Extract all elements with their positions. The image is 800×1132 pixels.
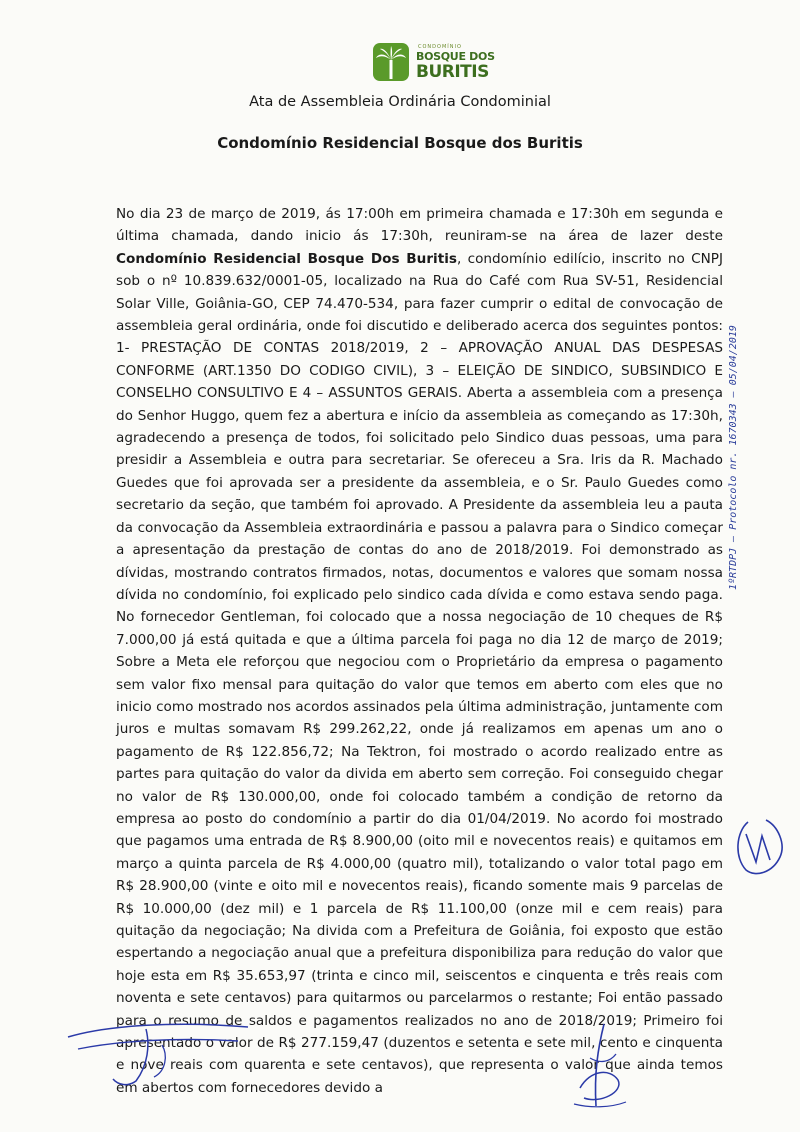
logo-line-2: BURITIS: [416, 62, 489, 82]
margin-initials-signature: [728, 812, 790, 882]
left-signature: [58, 1015, 258, 1090]
document-subtitle: Condomínio Residencial Bosque dos Buritis: [217, 134, 583, 152]
body-text-condominium-name: Condomínio Residencial Bosque Dos Buritis: [116, 250, 457, 267]
body-text-part-2: , condomínio edilício, inscrito no CNPJ sob o nº 10.839.632/0001-05, localizado na Rua do Café com Rua SV-51, Residencial Solar Ville, Goiânia-GO, CEP 74.470-534, para fazer cumprir o edital de convocação de assembleia geral ordinária, onde foi discutido e deliberado acerca dos seguintes pontos: 1- PRESTAÇÃO DE CONTAS 2018/2019, 2 – APROVAÇÃO ANUAL DAS DESPESAS CONFORME (ART.1350 DO CODIGO CIVIL), 3 – ELEIÇÃO DE SINDICO, SUBSINDICO E CONSELHO CONSULTIVO E 4 – ASSUNTOS GERAIS. Aberta a assembleia com a presença do Senhor Huggo, quem fez a abertura e início da assembleia as começando as 17:30h, agradecendo a presença de todos, foi solicitado pelo Sindico duas pessoas, uma para presidir a Assembleia e outra para secretariar. Se ofereceu a Sra. Iris da R. Machado Guedes que foi aprovada ser a presidente da assembleia, e o Sr. Paulo Guedes como secretario da seção, que também foi aprovado. A Presidente da assembleia leu a pauta da convocação da Assembleia extraordinária e passou a palavra para o Sindico começar a apresentação da prestação de contas do ano de 2018/2019. Foi demonstrado as dívidas, mostrando contratos firmados, notas, documentos e valores que somam nossa dívida no condomínio, foi explicado pelo sindico cada dívida e como estava sendo paga. No fornecedor Gentleman, foi colocado que a nossa negociação de 10 cheques de R$ 7.000,00 já está quitada e que a última parcela foi paga no dia 12 de março de 2019; Sobre a Meta ele reforçou que negociou com o Proprietário da empresa o pagamento sem valor fixo mensal para quitação do valor que temos em aberto com eles que no inicio como mostrado nos acordos assinados pela última administração, juntamente com juros e multas somavam R$ 299.262,22, onde já realizamos em apenas um ano o pagamento de R$ 122.856,72; Na Tektron, foi mostrado o acordo realizado entre as partes para quitação do valor da divida em aberto sem correção. Foi conseguido chegar no valor de R$ 130.000,00, onde foi colocado também a condição de retorno da empresa ao posto do condomínio a partir do dia 01/04/2019. No acordo foi mostrado que pagamos uma entrada de R$ 8.900,00 (oito mil e novecentos reais) e quitamos em março a quinta parcela de R$ 4.000,00 (quatro mil), totalizando o valor total pago em R$ 28.900,00 (vinte e oito mil e novecentos reais), ficando somente mais 9 parcelas de R$ 10.000,00 (dez mil) e 1 parcela de R$ 11.100,00 (onze mil e cem reais) para quitação da negociação; Na divida com a Prefeitura de Goiânia, foi exposto que estão espertando a negociação anual que a prefeitura disponibiliza para redução do valor que hoje esta em R$ 35.653,97 (trinta e cinco mil, seiscentos e cinquenta e três reais com noventa e sete centavos) para quitarmos ou parcelarmos o restante; Foi então passado para o resumo de saldos e pagamentos realizados no ano de 2018/2019; Primeiro foi apresentado o valor de R$ 277.159,47 (duzentos e setenta e sete mil, cento e cinquenta e nove reais com quarenta e sete centavos), que representa o valor que ainda temos em abertos com fornecedores devido a: [116, 250, 723, 1096]
logo-small-text: CONDOMÍNIO: [418, 44, 462, 50]
minutes-body: [116, 203, 723, 1099]
palm-tree-icon: [372, 42, 410, 82]
registry-stamp: [728, 325, 752, 590]
condominium-logo: [372, 42, 495, 84]
registry-stamp-text: 1ºRTDPJ – Protocolo nr. 1670343 – 05/04/2019: [728, 325, 739, 590]
logo-line-1: BOSQUE DOS: [416, 50, 495, 63]
document-title: Ata de Assembleia Ordinária Condominial: [249, 94, 551, 110]
right-signature: [570, 1018, 630, 1114]
body-text-part-1: No dia 23 de março de 2019, ás 17:00h em primeira chamada e 17:30h em segunda e última chamada, dando inicio ás 17:30h, reuniram-se na área de lazer deste: [116, 206, 723, 245]
